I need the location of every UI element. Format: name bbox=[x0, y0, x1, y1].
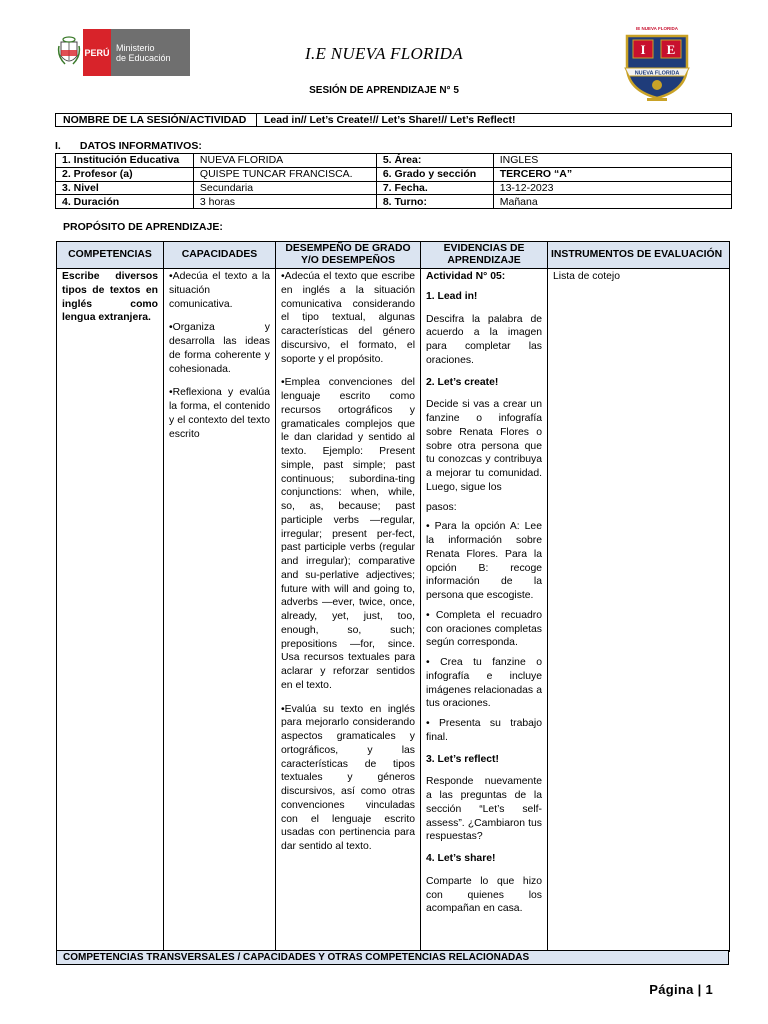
minedu-ministry-line2: de Educación bbox=[116, 53, 171, 63]
session-name-value: Lead in// Let’s Create!// Let’s Share!// Let’s Reflect! bbox=[264, 114, 516, 126]
datos-value: NUEVA FLORIDA bbox=[193, 154, 376, 168]
desempeno-item: •Emplea convenciones del lenguaje escrito como recursos ortográficos y gramaticales complejos que le dan claridad y sentido al texto. Ejemplo: Present simple, past simple; past continuous; subordina-ting conjunctions: when, while, so, as, because; past participle verbs —regular, irregular; present per-fect, past participle verbs (regular and irregular); comparative and su-perlative adjectives; future with will and going to, adverbs —ever, twice, once, already, yet, just, too, enough, so, such; prepositions —for, since. Usa recursos textuales para aclarar y reforzar sentidos en el texto. bbox=[281, 377, 415, 691]
minedu-country: PERÚ bbox=[83, 29, 111, 76]
datos-key: 4. Duración bbox=[56, 195, 194, 209]
step-item: • Crea tu fanzine o infografía e incluye imágenes relacionadas a tus oraciones. bbox=[426, 657, 542, 710]
page-number: Página | 1 bbox=[649, 982, 713, 997]
desempenos-cell bbox=[276, 269, 421, 952]
capacidad-item: •Reflexiona y evalúa la forma, el contenido y el contexto del texto escrito bbox=[169, 387, 270, 440]
lead-in-title: 1. Lead in! bbox=[426, 290, 478, 302]
datos-value: INGLES bbox=[493, 154, 731, 168]
datos-title: DATOS INFORMATIVOS: bbox=[79, 140, 202, 152]
purpose-header-row bbox=[57, 242, 730, 269]
header-evidencias: EVIDENCIAS DE APRENDIZAJE bbox=[421, 242, 548, 269]
datos-table bbox=[55, 153, 732, 209]
datos-key: 8. Turno: bbox=[376, 195, 493, 209]
instrumentos-cell bbox=[548, 269, 730, 952]
datos-row bbox=[56, 181, 732, 195]
datos-key: 1. Institución Educativa bbox=[56, 154, 194, 168]
lead-in-text: Descifra la palabra de acuerdo a la imagen para completar las oraciones. bbox=[426, 313, 542, 366]
datos-number: I. bbox=[55, 140, 61, 152]
create-title: 2. Let’s create! bbox=[426, 376, 499, 388]
competencia-cell bbox=[57, 269, 164, 952]
crest-letter-i: I bbox=[640, 42, 646, 57]
header-competencias: COMPETENCIAS bbox=[57, 242, 164, 269]
capacidad-item: •Organiza y desarrolla las ideas de forma coherente y cohesionada. bbox=[169, 322, 270, 375]
purpose-body-row bbox=[57, 269, 730, 952]
reflect-title: 3. Let’s reflect! bbox=[426, 753, 499, 765]
header-capacidades: CAPACIDADES bbox=[164, 242, 276, 269]
datos-value: QUISPE TUNCAR FRANCISCA. bbox=[193, 167, 376, 181]
capacidades-cell bbox=[164, 269, 276, 952]
session-title: SESIÓN DE APRENDIZAJE N° 5 bbox=[309, 85, 459, 96]
datos-key: 6. Grado y sección bbox=[376, 167, 493, 181]
capacidad-item: •Adecúa el texto a la situación comunicativa. bbox=[169, 271, 270, 310]
session-name-label: NOMBRE DE LA SESIÓN/ACTIVIDAD bbox=[56, 114, 257, 126]
school-title: I.E NUEVA FLORIDA bbox=[305, 44, 463, 63]
datos-key: 5. Área: bbox=[376, 154, 493, 168]
instrumento-text: Lista de cotejo bbox=[553, 271, 621, 282]
desempeno-item: •Adecúa el texto que escribe en inglés a la situación comunicativa considerando el tipo textual, algunas características del género discursivo, el formato, el soporte y el propósito. bbox=[281, 271, 415, 365]
datos-row bbox=[56, 154, 732, 168]
minedu-ministry-line1: Ministerio bbox=[116, 43, 155, 53]
datos-key: 3. Nivel bbox=[56, 181, 194, 195]
datos-value: 13-12-2023 bbox=[493, 181, 731, 195]
reflect-text: Responde nuevamente a las preguntas de la sección “Let’s self-assess”. ¿Cambiaron tus respuestas? bbox=[426, 776, 542, 843]
datos-row bbox=[56, 167, 732, 181]
datos-value: Secundaria bbox=[193, 181, 376, 195]
activity-title: Actividad N° 05: bbox=[426, 271, 506, 282]
datos-key: 2. Profesor (a) bbox=[56, 167, 194, 181]
header-desempenos: DESEMPEÑO DE GRADO Y/O DESEMPEÑOS bbox=[276, 242, 421, 269]
share-title: 4. Let’s share! bbox=[426, 853, 496, 864]
step-item: • Completa el recuadro con oraciones completas según corresponda. bbox=[426, 609, 542, 649]
purpose-title: PROPÓSITO DE APRENDIZAJE: bbox=[63, 221, 223, 233]
datos-heading bbox=[55, 140, 202, 152]
crest-banner: NUEVA FLORIDA bbox=[634, 70, 680, 77]
step-item: • Presenta su trabajo final. bbox=[426, 718, 542, 743]
evidencias-cell bbox=[421, 269, 548, 952]
datos-value: Mañana bbox=[493, 195, 731, 209]
pasos-label: pasos: bbox=[426, 501, 457, 513]
desempeno-item: •Evalúa su texto en inglés para mejorarlo considerando aspectos gramaticales y ortográficos, y las características de tipos textuales y géneros discursivos, así como otras convenciones vinculadas con el lenguaje escrito usadas con pertinencia para dar sentido al texto. bbox=[281, 703, 415, 852]
datos-key: 7. Fecha. bbox=[376, 181, 493, 195]
purpose-table bbox=[56, 241, 730, 952]
session-name-row bbox=[55, 113, 732, 127]
header-instrumentos: INSTRUMENTOS DE EVALUACIÓN bbox=[548, 242, 730, 269]
datos-value: 3 horas bbox=[193, 195, 376, 209]
datos-value: TERCERO “A” bbox=[493, 167, 731, 181]
datos-row bbox=[56, 195, 732, 209]
create-text: Decide si vas a crear un fanzine o infografía sobre Renata Flores o sobre otra persona que tu conozcas y contribuya a mejorar tu comunidad. Luego, sigue los bbox=[426, 399, 542, 493]
share-text: Comparte lo que hizo con quienes los acompañan en casa. bbox=[426, 875, 542, 915]
step-item: • Para la opción A: Lee la información sobre Renata Flores. Para la opción B: recoge información de la persona que escogiste. bbox=[426, 521, 542, 601]
crest-text-top: IE NUEVA FLORIDA bbox=[635, 26, 679, 31]
crest-letter-e: E bbox=[666, 42, 676, 57]
competencia-text: Escribe diversos tipos de textos en inglés como lengua extranjera. bbox=[62, 271, 158, 324]
transversal-row: COMPETENCIAS TRANSVERSALES / CAPACIDADES Y OTRAS COMPETENCIAS RELACIONADAS bbox=[56, 950, 729, 965]
